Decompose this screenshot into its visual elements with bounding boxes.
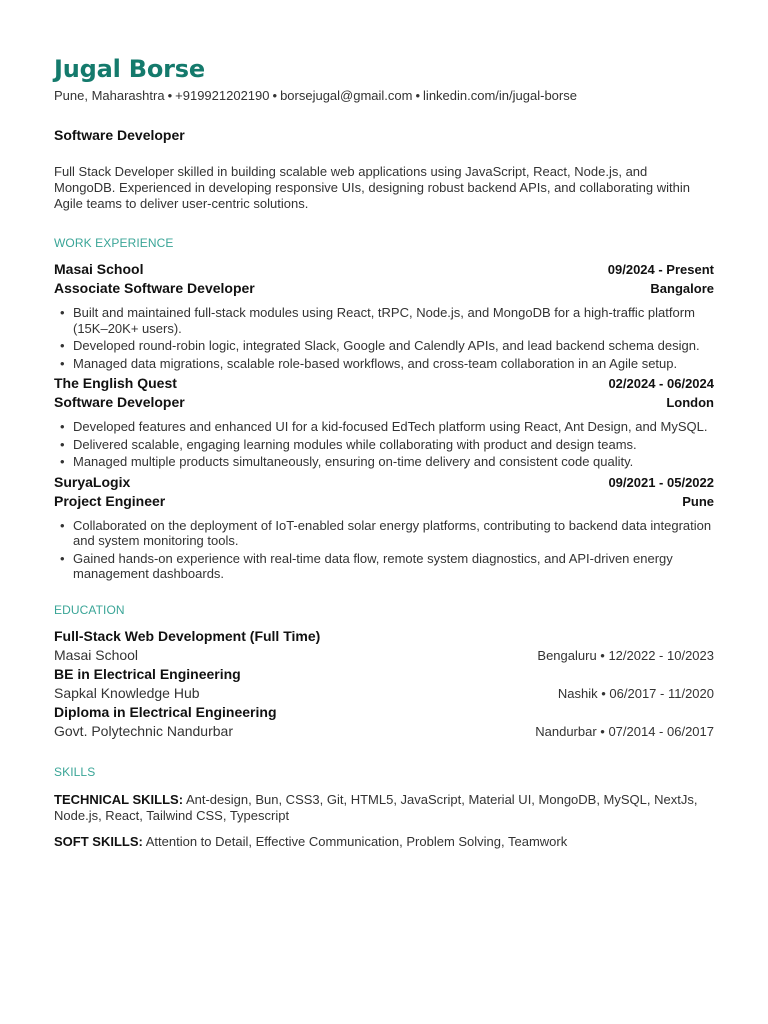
education-entry xyxy=(54,627,714,665)
job-dates: 02/2024 - 06/2024 xyxy=(608,376,714,391)
bullet-item: • Built and maintained full-stack modules using React, tRPC, Node.js, and MongoDB for a high-traffic platform (15K–20K+ users). xyxy=(60,305,695,336)
bullet-item: • Developed features and enhanced UI for a kid-focused EdTech platform using React, Ant Design, and MySQL. xyxy=(60,419,708,434)
separator: • xyxy=(272,88,278,103)
headline: Software Developer xyxy=(54,127,185,143)
section-title-skills: SKILLS xyxy=(54,764,96,779)
soft-skills xyxy=(54,834,714,850)
bullet-item: • Gained hands-on experience with real-time data flow, remote system diagnostics, and API-driven energy management dashboards. xyxy=(60,550,673,581)
job-entry xyxy=(54,374,714,470)
edu-school: Govt. Polytechnic Nandurbar xyxy=(54,722,233,739)
bullet-item: • Developed round-robin logic, integrated Slack, Google and Calendly APIs, and lead backend schema design. xyxy=(60,338,700,353)
contact-linkedin[interactable]: linkedin.com/in/jugal-borse xyxy=(423,88,577,103)
job-bullets xyxy=(54,419,714,470)
edu-degree: Diploma in Electrical Engineering xyxy=(54,703,277,720)
candidate-name: Jugal Borse xyxy=(54,55,205,83)
job-location: Pune xyxy=(682,493,714,509)
job-bullets xyxy=(54,518,714,582)
bullet-item: • Managed data migrations, scalable role-based workflows, and cross-team collaboration in an Agile setup. xyxy=(60,355,678,371)
contact-phone: +919921202190 xyxy=(175,88,270,103)
job-role: Software Developer xyxy=(54,394,185,410)
job-role: Project Engineer xyxy=(54,492,166,509)
edu-school: Sapkal Knowledge Hub xyxy=(54,684,200,701)
job-bullets xyxy=(54,305,714,371)
contact-location: Pune, Maharashtra xyxy=(54,88,165,103)
job-dates: 09/2024 - Present xyxy=(607,262,714,277)
job-org: SuryaLogix xyxy=(54,473,131,490)
bullet-item: • Managed multiple products simultaneously, ensuring on-time delivery and consistent code quality. xyxy=(60,454,634,469)
edu-meta: Nandurbar • 07/2014 - 06/2017 xyxy=(535,723,714,739)
contact-line xyxy=(54,88,714,104)
edu-school: Masai School xyxy=(54,646,139,663)
job-org: The English Quest xyxy=(54,375,177,391)
job-org: Masai School xyxy=(54,261,144,277)
technical-skills-label: TECHNICAL SKILLS: xyxy=(54,791,184,807)
edu-meta: Nashik • 06/2017 - 11/2020 xyxy=(557,685,714,701)
job-entry xyxy=(54,473,714,582)
technical-skills-value: Ant-design, Bun, CSS3, Git, HTML5, JavaScript, Material UI, MongoDB, MySQL, NextJs, Node.js, React, Tailwind CSS, Typescript xyxy=(54,791,698,823)
section-title-education: EDUCATION xyxy=(54,602,125,617)
edu-degree: Full-Stack Web Development (Full Time) xyxy=(54,627,321,644)
summary: Full Stack Developer skilled in building scalable web applications using JavaScript, React, Node.js, and MongoDB. Experienced in developing responsive UIs, designing robust backend APIs, and collaborating within Agile teams to deliver user-centric solutions. xyxy=(54,164,690,211)
edu-degree: BE in Electrical Engineering xyxy=(54,665,241,682)
soft-skills-label: SOFT SKILLS: xyxy=(54,833,143,849)
education-entry xyxy=(54,665,714,703)
bullet-item: • Collaborated on the deployment of IoT-enabled solar energy platforms, contributing to backend data integration and system monitoring tools. xyxy=(60,517,712,548)
job-entry xyxy=(54,260,714,371)
edu-meta: Bengaluru • 12/2022 - 10/2023 xyxy=(537,647,714,663)
technical-skills xyxy=(54,792,714,824)
separator: • xyxy=(415,88,421,103)
separator: • xyxy=(167,88,173,103)
job-location: London xyxy=(666,395,714,410)
job-role: Associate Software Developer xyxy=(54,280,255,296)
section-title-work: WORK EXPERIENCE xyxy=(54,236,174,250)
job-dates: 09/2021 - 05/2022 xyxy=(608,474,714,490)
job-location: Bangalore xyxy=(650,281,714,296)
contact-email[interactable]: borsejugal@gmail.com xyxy=(280,88,413,103)
education-entry xyxy=(54,703,714,741)
soft-skills-value: Attention to Detail, Effective Communication, Problem Solving, Teamwork xyxy=(145,833,568,849)
bullet-item: • Delivered scalable, engaging learning modules while collaborating with product and design teams. xyxy=(60,436,637,452)
